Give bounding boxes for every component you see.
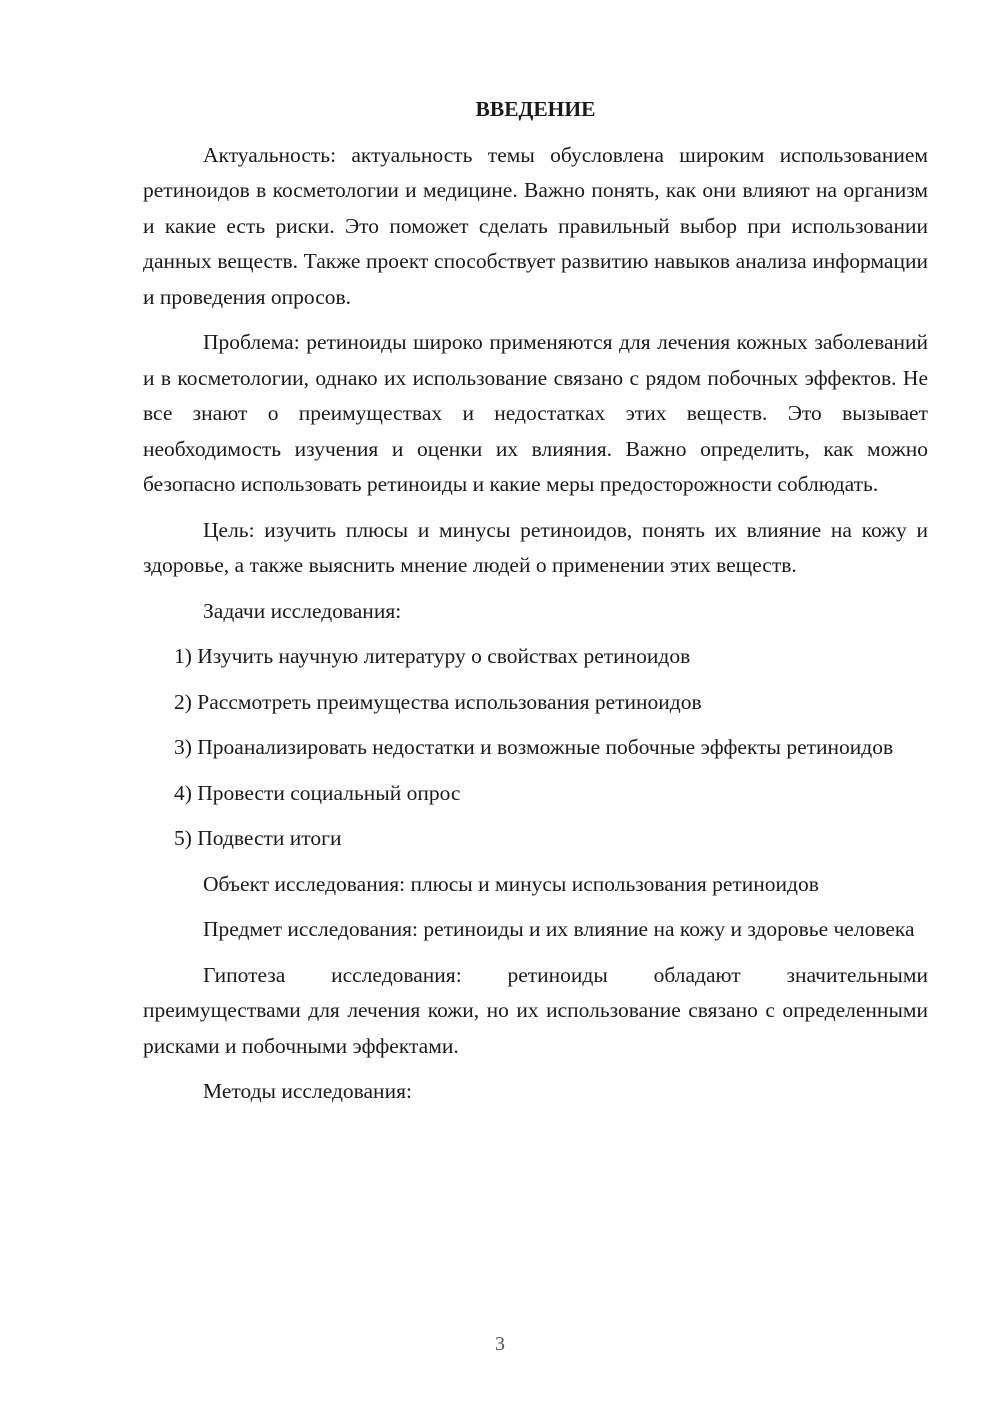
paragraph-tasks-heading: Задачи исследования:: [203, 598, 402, 623]
paragraph-hypothesis: Гипотеза исследования: ретиноиды обладают значительными преимуществами для лечения кожи, но их использование связано с определенными рисками и побочными эффектами.: [143, 962, 928, 1058]
section-title: ВВЕДЕНИЕ: [475, 97, 596, 121]
paragraph-relevance: Актуальность: актуальность темы обусловлена широким использованием ретиноидов в косметологии и медицине. Важно понять, как они влияют на организм и какие есть риски. Это поможет сделать правильный выбор при использовании данных веществ. Также проект способствует развитию навыков анализа информации и проведения опросов.: [143, 142, 928, 309]
list-item: 3) Проанализировать недостатки и возможные побочные эффекты ретиноидов: [174, 735, 894, 759]
list-item: 1) Изучить научную литературу о свойствах ретиноидов: [174, 644, 691, 668]
tasks-list: [143, 639, 928, 857]
list-item: 5) Подвести итоги: [174, 826, 342, 850]
list-item: 4) Провести социальный опрос: [174, 780, 461, 805]
paragraph-problem: Проблема: ретиноиды широко применяются для лечения кожных заболеваний и в косметологии, однако их использование связано с рядом побочных эффектов. Не все знают о преимуществах и недостатках этих веществ. Это вызывает необходимость изучения и оценки их влияния. Важно определить, как можно безопасно использовать ретиноиды и какие меры предосторожности соблюдать.: [143, 330, 928, 496]
list-item: 2) Рассмотреть преимущества использования ретиноидов: [174, 689, 702, 714]
page-number: 3: [495, 1333, 505, 1355]
paragraph-object: Объект исследования: плюсы и минусы использования ретиноидов: [203, 871, 819, 896]
document-page: [143, 92, 928, 1120]
paragraph-goal: Цель: изучить плюсы и минусы ретиноидов, понять их влияние на кожу и здоровье, а также выяснить мнение людей о применении этих веществ.: [143, 517, 928, 577]
paragraph-subject: Предмет исследования: ретиноиды и их влияние на кожу и здоровье человека: [203, 917, 915, 941]
paragraph-methods: Методы исследования:: [203, 1079, 412, 1103]
